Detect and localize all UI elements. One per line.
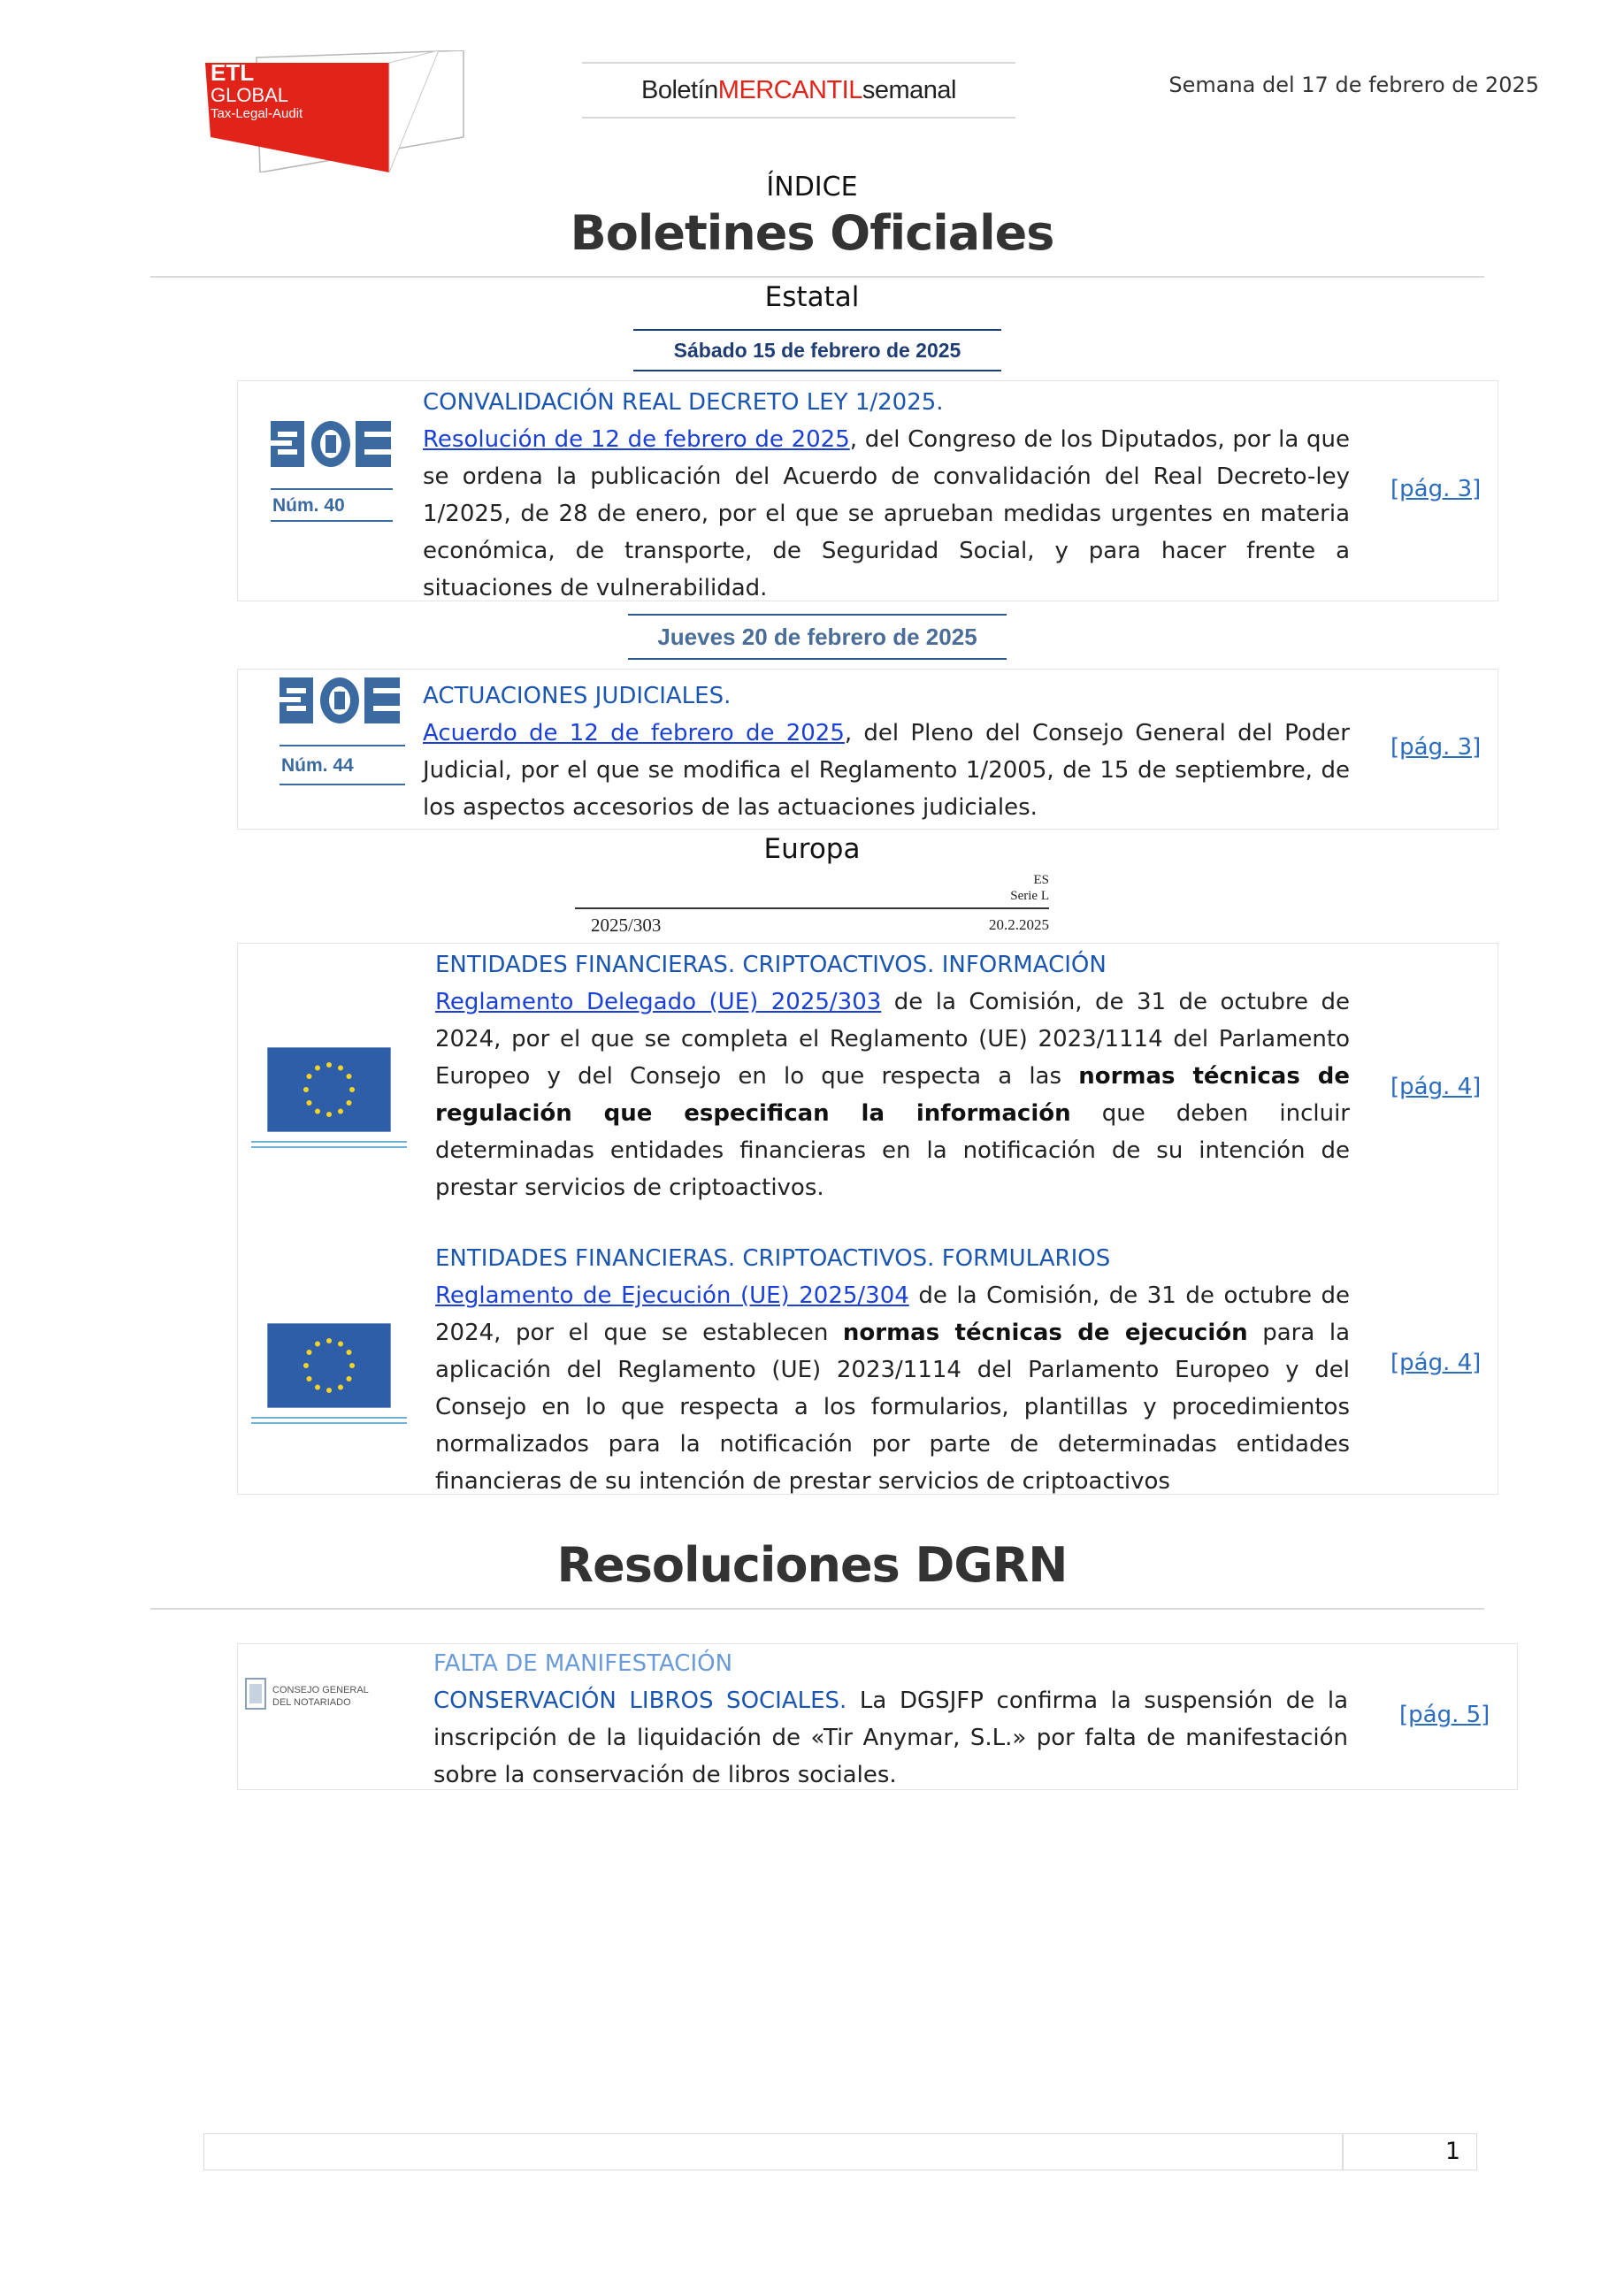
boe-rule [280,784,405,785]
date-bar-1: Sábado 15 de febrero de 2025 [633,329,1001,371]
entry-description: , del Congreso de los Diputados, por la que se ordena la publicación del Acuerdo de convalidación del Real Decreto-ley 1/2025, de 28 de enero, por el que se aprueban medidas urgentes en materia económica, de transporte, de Seguridad Social, y para hacer frente a situaciones de vulnerabilidad. [423,426,1350,601]
entry-category: CONVALIDACIÓN REAL DECRETO LEY 1/2025. [423,389,944,416]
page-number: 1 [1444,2138,1460,2165]
etl-global-logo [202,50,467,172]
oj-series: Serie L [1010,889,1049,903]
section-rule [150,1608,1484,1610]
entry-emphasis: normas técnicas de ejecución [842,1320,1248,1346]
section-title-boletines: Boletines Oficiales [570,205,1054,261]
entry-4-text [435,1240,1350,1500]
index-heading: ÍNDICE [766,172,858,203]
footer-divider [1342,2134,1344,2170]
notariado-logo [244,1670,395,1726]
oj-lang: ES [1033,873,1049,887]
entry-description: de la Comisión, de 31 de octubre de 2024, por el que se establecen [435,1282,1350,1346]
notariado-line2: DEL NOTARIADO [272,1697,351,1708]
entry-description: , del Pleno del Consejo General del Poder Judicial, por el que se modifica el Reglamento 1/2005, de 15 de septiembre, de los aspectos accesorios de las actuaciones judiciales. [423,720,1350,821]
entry-description: para la aplicación del Reglamento (UE) 2023/1114 del Parlamento Europeo y del Consejo en lo que respecta a los formularios, plantillas y procedimientos normalizados para la notificación por parte de determinadas entidades financieras de su intención de prestar servicios de criptoactivos [435,1320,1350,1495]
pub-prefix: Boletín [641,75,718,104]
entry-description: de la Comisión, de 31 de octubre de 2024, por el que se completa el Reglamento (UE) 2023/1114 del Parlamento Europeo y del Consejo en lo que respecta a las [435,989,1350,1090]
oj-rule [575,907,1049,909]
page-reference-link[interactable]: [pág. 4] [1390,1074,1482,1100]
eu-flag-icon [267,1323,391,1408]
week-label: Semana del 17 de febrero de 2025 [1168,73,1539,97]
page-reference-link[interactable]: [pág. 3] [1390,734,1482,761]
oj-date: 20.2.2025 [989,916,1049,933]
entry-category: ENTIDADES FINANCIERAS. CRIPTOACTIVOS. INFORMACIÓN [435,952,1107,978]
eu-flag-underline [251,1141,407,1152]
page-footer [203,2133,1477,2170]
logo-text-tagline: Tax-Legal-Audit [211,106,303,121]
boe-rule [271,488,393,490]
boe-rule [280,745,405,746]
eu-flag-icon [267,1047,391,1132]
entry-dgrn-text [433,1645,1348,1794]
boe-rule [271,520,393,522]
boe-logo-icon [271,419,393,472]
pub-suffix: semanal [862,75,956,104]
page-reference-link[interactable]: [pág. 3] [1390,476,1482,502]
oj-number: 2025/303 [591,915,662,936]
subsection-estatal: Estatal [764,281,860,313]
page-reference-link[interactable]: [pág. 5] [1399,1702,1490,1728]
official-journal-header [575,872,1049,936]
publication-title [582,62,1015,119]
entry-2-text [423,677,1350,826]
logo-text-global: GLOBAL [211,84,289,106]
section-rule [150,276,1484,278]
entry-link[interactable]: Reglamento Delegado (UE) 2025/303 [435,989,882,1015]
notariado-line1: CONSEJO GENERAL [272,1685,369,1695]
entry-emphasis: normas técnicas de regulación que especifican la información [435,1063,1351,1127]
entry-description: La DGSJFP confirma la suspensión de la inscripción de la liquidación de «Tir Anymar, S.L.» por falta de manifestación sobre la conservación de libros sociales. [433,1688,1348,1788]
entry-1-text [423,384,1350,607]
pub-highlight: MERCANTIL [717,75,862,104]
entry-link[interactable]: Resolución de 12 de febrero de 2025 [423,426,850,453]
page-reference-link[interactable]: [pág. 4] [1390,1350,1482,1376]
entry-link[interactable]: Acuerdo de 12 de febrero de 2025 [423,720,845,746]
boe-logo-icon [280,676,402,729]
entry-subcategory: CONSERVACIÓN LIBROS SOCIALES. [433,1688,847,1714]
entry-3-text [435,946,1350,1206]
oj-lang-series [1010,872,1049,904]
subsection-europa: Europa [763,833,861,865]
date-bar-2: Jueves 20 de febrero de 2025 [628,614,1007,660]
entry-category: ACTUACIONES JUDICIALES. [423,683,732,709]
entry-link[interactable]: Reglamento de Ejecución (UE) 2025/304 [435,1282,909,1309]
entry-category: FALTA DE MANIFESTACIÓN [433,1650,733,1677]
boe-number: Núm. 40 [272,495,345,516]
eu-flag-underline [251,1417,407,1427]
entry-category: ENTIDADES FINANCIERAS. CRIPTOACTIVOS. FORMULARIOS [435,1245,1111,1272]
section-title-dgrn: Resoluciones DGRN [556,1537,1068,1593]
logo-text-etl: ETL [211,59,255,86]
boe-number: Núm. 44 [281,755,354,776]
entry-description: que deben incluir determinadas entidades financieras en la notificación de su intención de prestar servicios de criptoactivos. [435,1100,1350,1201]
